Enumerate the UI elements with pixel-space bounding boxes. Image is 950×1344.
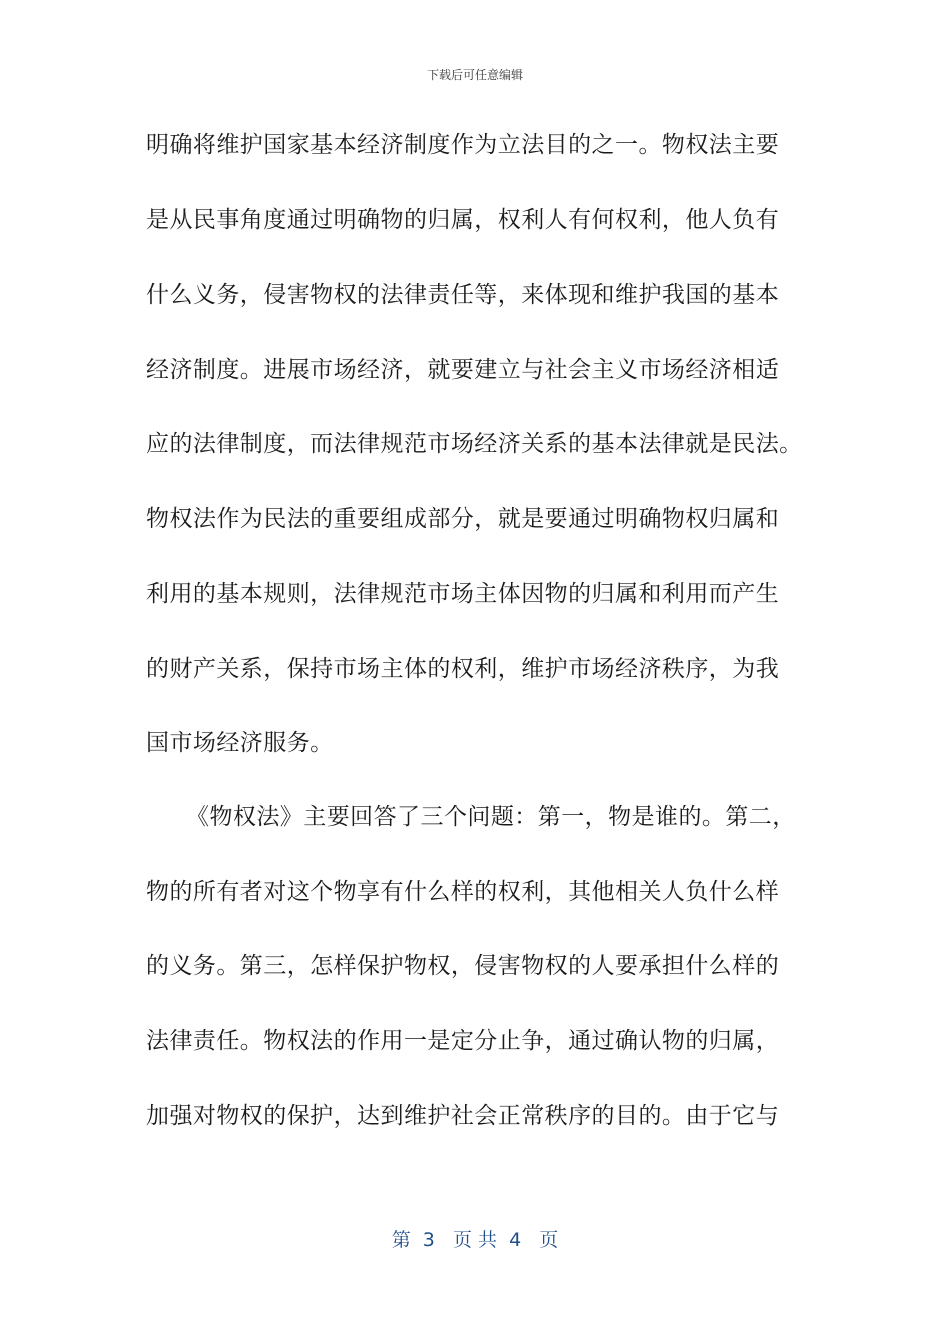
body-line: 国市场经济服务。 [146,730,334,756]
body-line: 的义务。第三，怎样保护物权，侵害物权的人要承担什么样的 [146,953,780,979]
body-line: 利用的基本规则，法律规范市场主体因物的归属和利用而产生 [146,581,780,607]
body-line: 法律责任。物权法的作用一是定分止争，通过确认物的归属， [146,1028,780,1054]
body-line: 的财产关系，保持市场主体的权利，维护市场经济秩序，为我 [146,656,780,682]
page-header-note: 下载后可任意编辑 [426,68,523,82]
body-line: 物权法作为民法的重要组成部分，就是要通过明确物权归属和 [146,506,780,532]
page-number-footer: 第 3 页 共 4 页 [391,1229,559,1251]
body-line: 是从民事角度通过明确物的归属，权利人有何权利，他人负有 [146,207,780,233]
body-line: 经济制度。进展市场经济，就要建立与社会主义市场经济相适 [146,357,780,383]
body-line: 加强对物权的保护，达到维护社会正常秩序的目的。由于它与 [146,1103,780,1129]
body-line: 明确将维护国家基本经济制度作为立法目的之一。物权法主要 [146,132,780,158]
body-line: 物的所有者对这个物享有什么样的权利，其他相关人负什么样 [146,879,780,905]
body-line: 什么义务，侵害物权的法律责任等，来体现和维护我国的基本 [146,282,780,308]
body-line: 应的法律制度，而法律规范市场经济关系的基本法律就是民法。 [146,431,803,457]
body-line-paragraph-start: 《物权法》主要回答了三个问题：第一，物是谁的。第二， [186,804,796,830]
